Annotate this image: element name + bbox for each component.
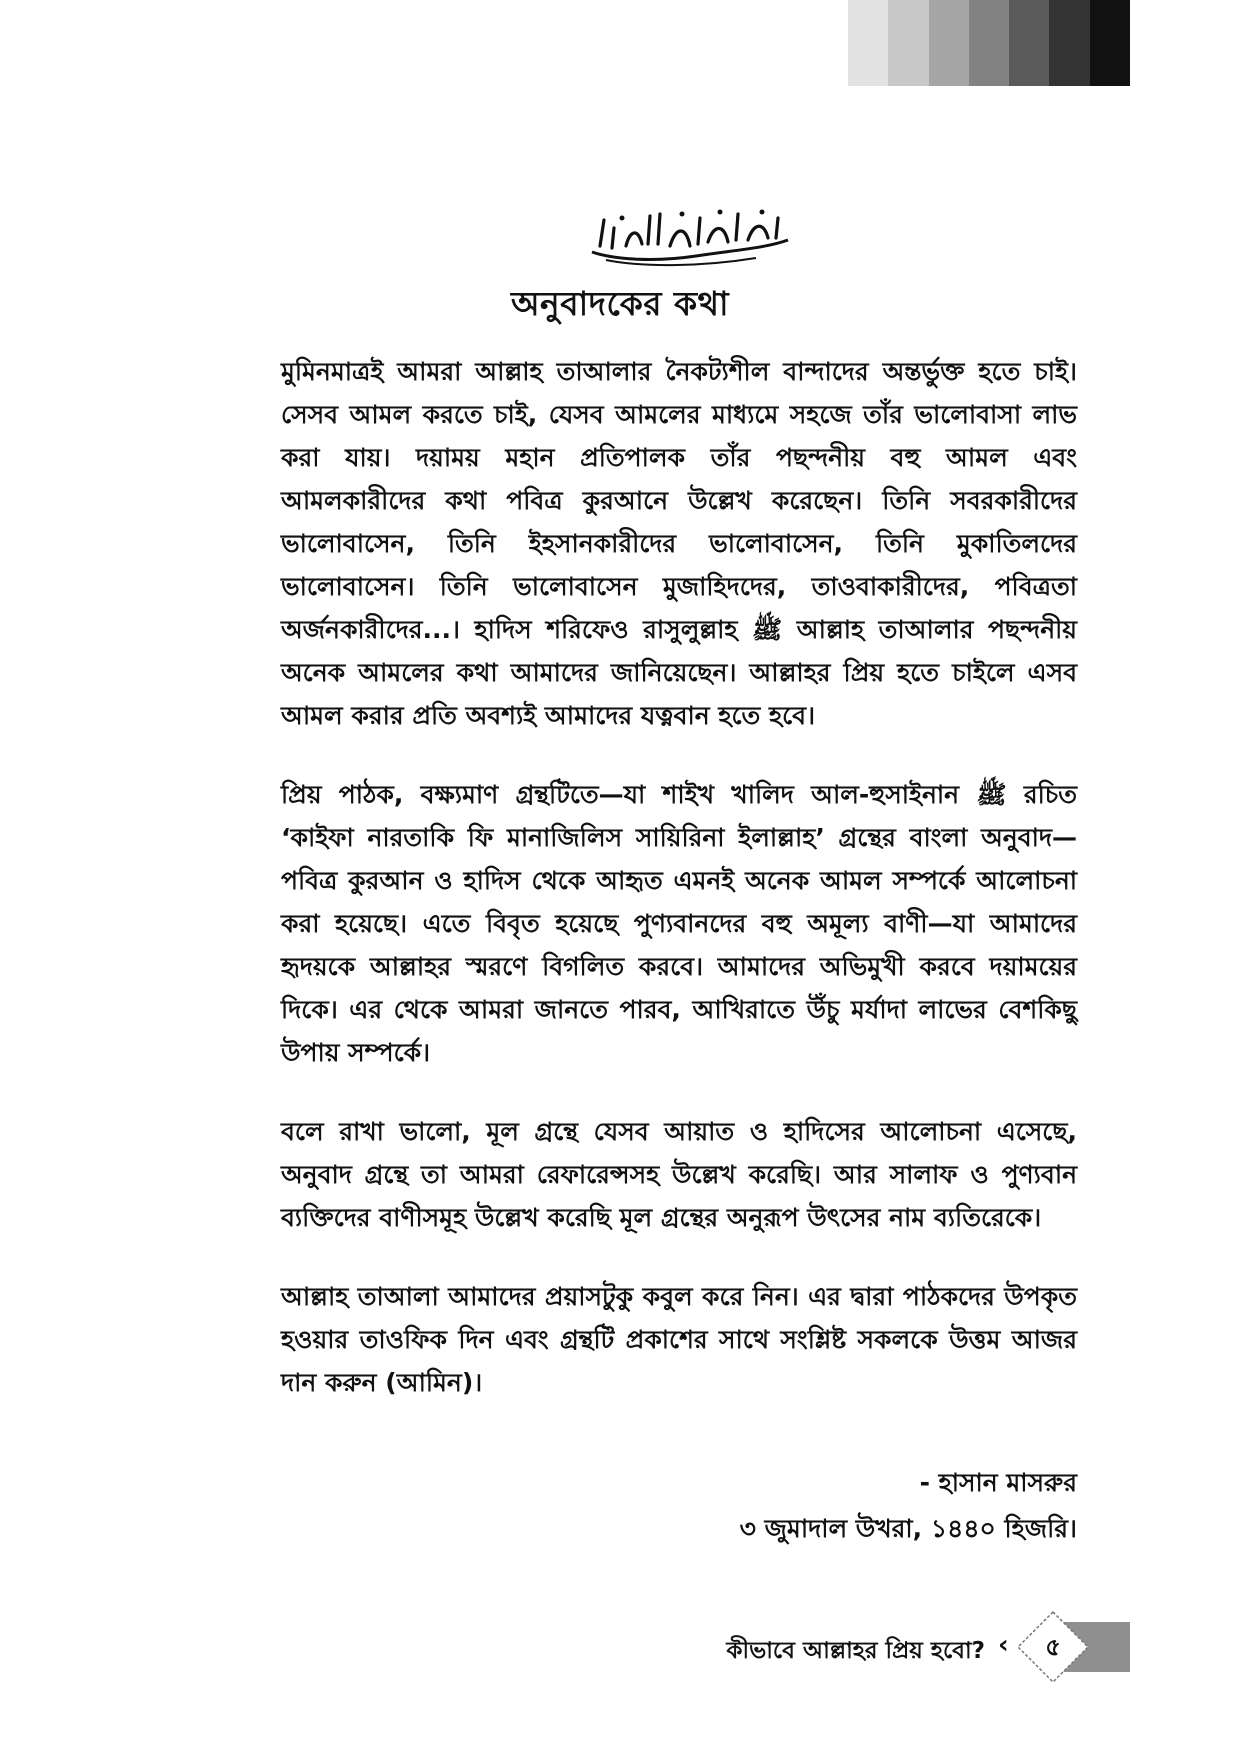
signature-block (740, 1460, 1077, 1552)
paragraph: প্রিয় পাঠক, বক্ষ্যমাণ গ্রন্থটিতে—যা শাইখ খালিদ আল-হুসাইনান ﷺ রচিত ‘কাইফা নারতাকি ফি মানাজিলিস সায়িরিনা ইলাল্লাহ’ গ্রন্থের বাংলা অনুবাদ—পবিত্র কুরআন ও হাদিস থেকে আহৃত এমনই অনেক আমল সম্পর্কে আলোচনা করা হয়েছে। এতে বিবৃত হয়েছে পুণ্যবানদের বহু অমূল্য বাণী—যা আমাদের হৃদয়কে আল্লাহর স্মরণে বিগলিত করবে। আমাদের অভিমুখী করবে দয়াময়ের দিকে। এর থেকে আমরা জানতে পারব, আখিরাতে উঁচু মর্যাদা লাভের বেশকিছু উপায় সম্পর্কে। (281, 780, 1077, 1067)
signature-date: ৩ জুমাদাল উখরা, ১৪৪০ হিজরি। (739, 1514, 1077, 1543)
chevron-left-icon: ‹ (998, 1630, 1009, 1660)
gradient-block (1009, 0, 1049, 86)
body-text (281, 350, 1077, 1440)
author-name: - হাসান মাসরুর (919, 1468, 1077, 1497)
bismillah-calligraphy (586, 200, 794, 270)
page-title: অনুবাদকের কথা (510, 284, 730, 323)
header-gradient-blocks (848, 0, 1130, 86)
paragraph: মুমিনমাত্রই আমরা আল্লাহ তাআলার নৈকট্যশীল বান্দাদের অন্তর্ভুক্ত হতে চাই। সেসব আমল করতে চাই, যেসব আমলের মাধ্যমে সহজে তাঁর ভালোবাসা লাভ করা যায়। দয়াময় মহান প্রতিপালক তাঁর পছন্দনীয় বহু আমল এবং আমলকারীদের কথা পবিত্র কুরআনে উল্লেখ করেছেন। তিনি সবরকারীদের ভালোবাসেন, তিনি ইহসানকারীদের ভালোবাসেন, তিনি মুকাতিলদের ভালোবাসেন। তিনি ভালোবাসেন মুজাহিদদের, তাওবাকারীদের, পবিত্রতা অর্জনকারীদের...। হাদিস শরিফেও রাসুলুল্লাহ ﷺ আল্লাহ তাআলার পছন্দনীয় অনেক আমলের কথা আমাদের জানিয়েছেন। আল্লাহর প্রিয় হতে চাইলে এসব আমল করার প্রতি অবশ্যই আমাদের যত্নবান হতে হবে। (281, 357, 1077, 730)
page-number: ৫ (1045, 1633, 1061, 1661)
gradient-block (1090, 0, 1130, 86)
gradient-block (1049, 0, 1089, 86)
footer-book-title: কীভাবে আল্লাহর প্রিয় হবো? (726, 1638, 985, 1664)
gradient-block (929, 0, 969, 86)
page-footer (0, 1602, 1240, 1692)
gradient-block (888, 0, 928, 86)
paragraph: বলে রাখা ভালো, মূল গ্রন্থে যেসব আয়াত ও হাদিসের আলোচনা এসেছে, অনুবাদ গ্রন্থে তা আমরা রেফারেন্সসহ উল্লেখ করেছি। আর সালাফ ও পুণ্যবান ব্যক্তিদের বাণীসমূহ উল্লেখ করেছি মূল গ্রন্থের অনুরূপ উৎসের নাম ব্যতিরেকে। (281, 1117, 1077, 1232)
gradient-block (848, 0, 888, 86)
paragraph: আল্লাহ তাআলা আমাদের প্রয়াসটুকু কবুল করে নিন। এর দ্বারা পাঠকদের উপকৃত হওয়ার তাওফিক দিন এবং গ্রন্থটি প্রকাশের সাথে সংশ্লিষ্ট সকলকে উত্তম আজর দান করুন (আমিন)। (281, 1282, 1077, 1397)
gradient-block (969, 0, 1009, 86)
